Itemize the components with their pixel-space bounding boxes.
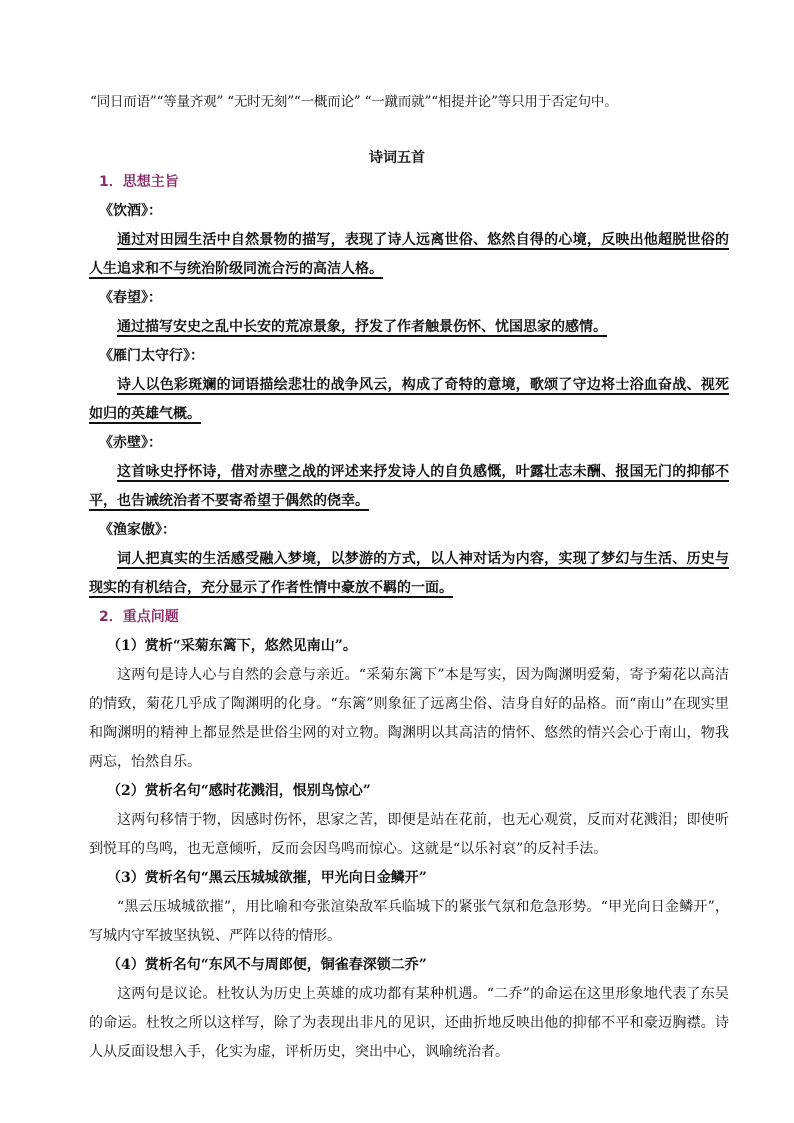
question-heading-3: （3）赏析名句“黑云压城城欲摧，甲光向日金鳞开” [107, 870, 427, 886]
question-heading-1: （1）赏析“采菊东篱下，悠然见南山”。 [107, 638, 357, 654]
poem-theme-text: 通过描写安史之乱中长安的荒凉景象，抒发了作者触景伤怀、忧国思家的感情。 [117, 319, 607, 335]
poem-title-yanmen: 《雁门太守行》： [99, 348, 204, 364]
question-heading-4: （4）赏析名句“东风不与周郎便，铜雀春深锁二乔” [107, 957, 427, 973]
page-title: 诗词五首 [369, 150, 425, 166]
question-answer-2: 这两句移情于物，因感时伤怀，思家之苦，即便是站在花前，也无心观赏，反而对花溅泪；即使听到悦耳的鸟鸣，也无意倾听，反而会因鸟鸣而惊心。这就是“以乐衬哀”的反衬手法。 [89, 812, 729, 857]
question-heading-2: （2）赏析名句“感时花溅泪，恨别鸟惊心” [107, 783, 371, 799]
section-heading-key-questions: 2．重点问题 [99, 609, 179, 625]
top-note: “同日而语”“等量齐观” “无时无刻”“一概而论” “一蹴而就”“相提并论”等只用于否定句中。 [90, 94, 618, 110]
poem-theme-chunwang [89, 313, 729, 342]
question-answer-4: 这两句是议论。杜牧认为历史上英雄的成功都有某种机遇。“二乔”的命运在这里形象地代表了东吴的命运。杜牧之所以这样写，除了为表现出非凡的见识，还曲折地反映出他的抑郁不平和豪迈胸襟。诗人从反面设想入手，化实为虚，评析历史，突出中心，讽喻统治者。 [89, 986, 729, 1060]
poem-theme-chibi [89, 458, 729, 516]
poem-theme-text: 通过对田园生活中自然景物的描写，表现了诗人远离世俗、悠然自得的心境，反映出他超脱世俗的人生追求和不与统治阶级同流合污的高洁人格。 [89, 232, 729, 277]
poem-theme-text: 诗人以色彩斑斓的词语描绘悲壮的战争风云，构成了奇特的意境，歌颂了守边将士浴血奋战、视死如归的英雄气概。 [89, 377, 729, 422]
question-answer-1: 这两句是诗人心与自然的会意与亲近。“采菊东篱下”本是写实，因为陶渊明爱菊，寄予菊花以高洁的情致，菊花几乎成了陶渊明的化身。“东篱”则象征了远离尘俗、洁身自好的品格。而“南山”在现实里和陶渊明的精神上都显然是世俗尘网的对立物。陶渊明以其高洁的情怀、悠然的情兴会心于南山，物我两忘，怡然自乐。 [89, 667, 729, 770]
poem-theme-text: 这首咏史抒怀诗，借对赤壁之战的评述来抒发诗人的自负感慨，叶露壮志未酬、报国无门的抑郁不平，也告诫统治者不要寄希望于偶然的侥幸。 [89, 464, 729, 509]
section-heading-theme: 1．思想主旨 [99, 174, 179, 190]
poem-theme-text: 词人把真实的生活感受融入梦境，以梦游的方式，以人神对话为内容，实现了梦幻与生活、历史与现实的有机结合，充分显示了作者性情中豪放不羁的一面。 [89, 551, 729, 596]
poem-title-chunwang: 《春望》： [99, 290, 162, 306]
poem-title-yujiaao: 《渔家傲》： [99, 522, 176, 538]
poem-theme-yujiaao [89, 545, 729, 603]
document-body [89, 168, 729, 1067]
question-answer-3: “黑云压城城欲摧”，用比喻和夸张渲染敌军兵临城下的紧张气氛和危急形势。“甲光向日金鳞开”，写城内守军披坚执锐、严阵以待的情形。 [89, 899, 729, 944]
poem-theme-yinjiu [89, 226, 729, 284]
poem-theme-yanmen [89, 371, 729, 429]
poem-title-yinjiu: 《饮酒》： [99, 203, 162, 219]
poem-title-chibi: 《赤壁》： [99, 435, 162, 451]
